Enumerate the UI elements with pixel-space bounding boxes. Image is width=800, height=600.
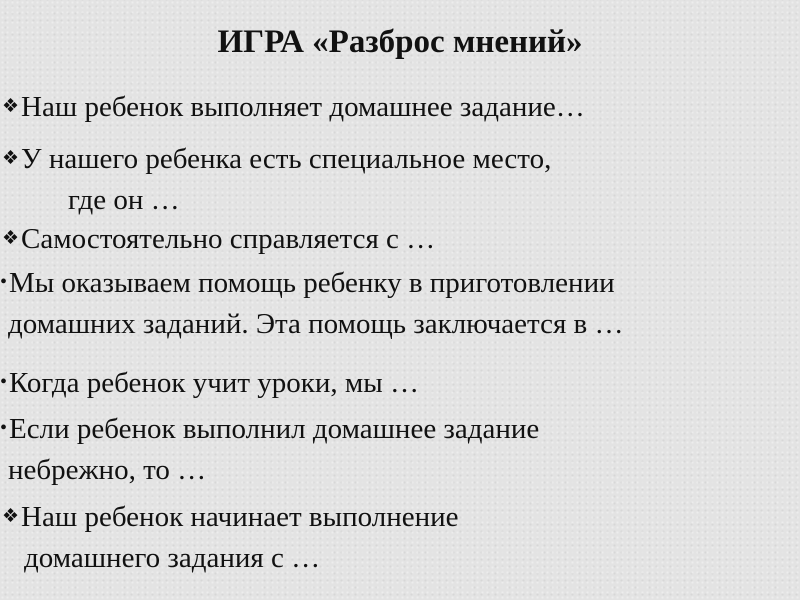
list-item-text: Когда ребенок учит уроки, мы …	[9, 367, 419, 399]
list-item-help	[0, 262, 624, 345]
list-item-text: Наш ребенок начинает выполнение	[21, 501, 459, 533]
list-item-start	[2, 496, 459, 579]
list-item-homework	[2, 86, 585, 128]
list-item-continuation: домашнего задания с …	[24, 542, 321, 574]
list-item-continuation: небрежно, то …	[8, 454, 207, 486]
dot-bullet-icon: •	[0, 417, 8, 439]
list-item-special-place	[2, 138, 551, 221]
diamond-bullet-icon: ❖	[2, 96, 20, 117]
diamond-bullet-icon: ❖	[2, 228, 20, 249]
diamond-bullet-icon: ❖	[2, 506, 20, 527]
list-item-continuation: где он …	[68, 184, 180, 216]
list-item-text: Мы оказываем помощь ребенку в приготовлении	[9, 267, 615, 299]
dot-bullet-icon: •	[0, 371, 8, 393]
list-item-text: У нашего ребенка есть специальное место,	[21, 143, 552, 175]
list-item-lessons	[0, 362, 419, 404]
dot-bullet-icon: •	[0, 271, 8, 293]
list-item-careless	[0, 408, 539, 491]
list-item-independent	[2, 218, 435, 260]
list-item-continuation: домашних заданий. Эта помощь заключается в …	[8, 308, 624, 340]
list-item-text: Наш ребенок выполняет домашнее задание…	[21, 91, 585, 123]
slide-title: ИГРА «Разброс мнений»	[217, 24, 583, 60]
list-item-text: Самостоятельно справляется с …	[21, 223, 436, 255]
diamond-bullet-icon: ❖	[2, 148, 20, 169]
list-item-text: Если ребенок выполнил домашнее задание	[9, 413, 540, 445]
